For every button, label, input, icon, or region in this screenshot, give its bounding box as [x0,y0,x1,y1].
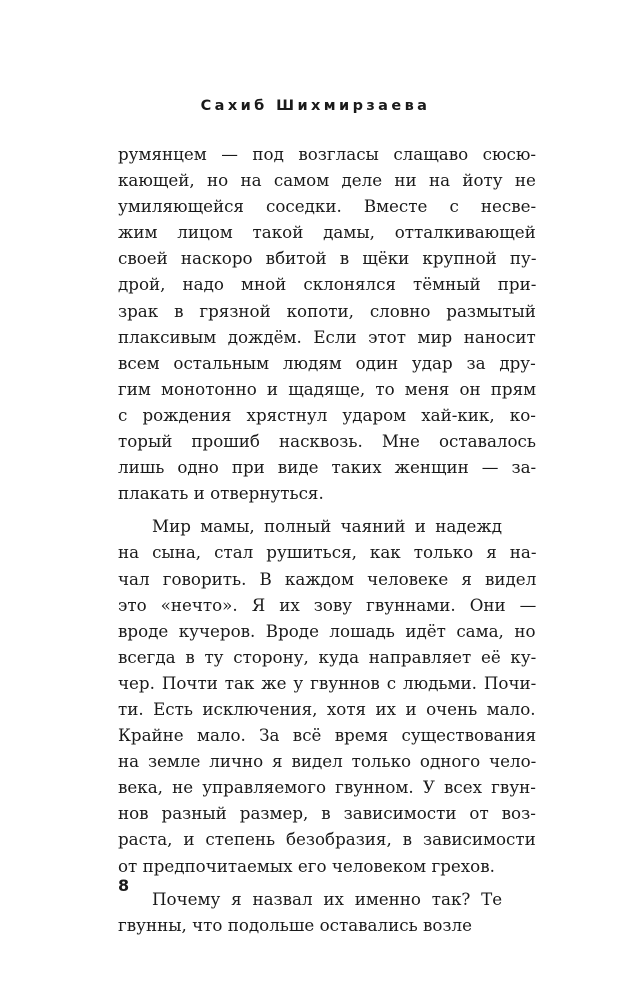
text-line: на сына, стал рушиться, как только я на- [118,542,537,563]
body-text [118,141,536,938]
text-line: лишь одно при виде таких женщин — за- [118,457,537,478]
text-line: зрак в грязной копоти, словно размытый [118,300,536,321]
paragraph-gap [118,879,536,886]
running-header: Сахиб Шихмирзаева [200,98,431,114]
text-line: плаксивым дождём. Если этот мир наносит [118,326,536,347]
text-line: это «нечто». Я их зову гвуннами. Они — [118,594,537,615]
text-line: от предпочитаемых его человеком грехов. [118,855,495,876]
text-line: чер. Почти так же у гвуннов с людьми. Почи- [118,672,537,693]
paragraphs [118,141,536,938]
paragraph [118,141,536,506]
paragraph-gap [118,506,536,513]
text-line: всем остальным людям один удар за дру- [118,352,536,373]
text-line: Мир мамы, полный чаяний и надежд [152,516,503,537]
text-line: нов разный размер, в зависимости от воз- [118,803,536,824]
text-line: дрой, надо мной склонялся тёмный при- [118,274,537,295]
text-line: раста, и степень безобразия, в зависимости [118,829,536,850]
text-line: чал говорить. В каждом человеке я видел [118,568,537,589]
text-line: своей наскоро вбитой в щёки крупной пу- [118,248,537,269]
text-line: гвунны, что подольше оставались возле [118,914,472,935]
text-line: века, не управляемого гвунном. У всех гвун- [118,777,536,798]
text-line: всегда в ту сторону, куда направляет её ку- [118,646,537,667]
text-line: плакать и отвернуться. [118,483,324,504]
text-line: торый прошиб насквозь. Мне оставалось [118,431,536,452]
text-line: на земле лично я видел только одного чело- [118,751,537,772]
text-line: умиляющейся соседки. Вместе с несве- [118,196,537,217]
page-number: 8 [118,876,130,895]
text-line: вроде кучеров. Вроде лошадь идёт сама, но [118,620,536,641]
text-line: Крайне мало. За всё время существования [118,725,537,746]
text-line: с рождения хрястнул ударом хай-кик, ко- [118,404,536,425]
paragraph [118,886,536,938]
text-line: румянцем — под возгласы слащаво сюсю- [118,144,537,164]
text-line: Почему я назвал их именно так? Те [152,888,503,909]
paragraph [118,513,536,878]
text-line: гим монотонно и щадяще, то меня он прям [118,378,537,399]
text-line: кающей, но на самом деле ни на йоту не [118,170,536,191]
text-line: жим лицом такой дамы, отталкивающей [118,222,536,243]
text-line: ти. Есть исключения, хотя их и очень мало. [118,698,536,719]
